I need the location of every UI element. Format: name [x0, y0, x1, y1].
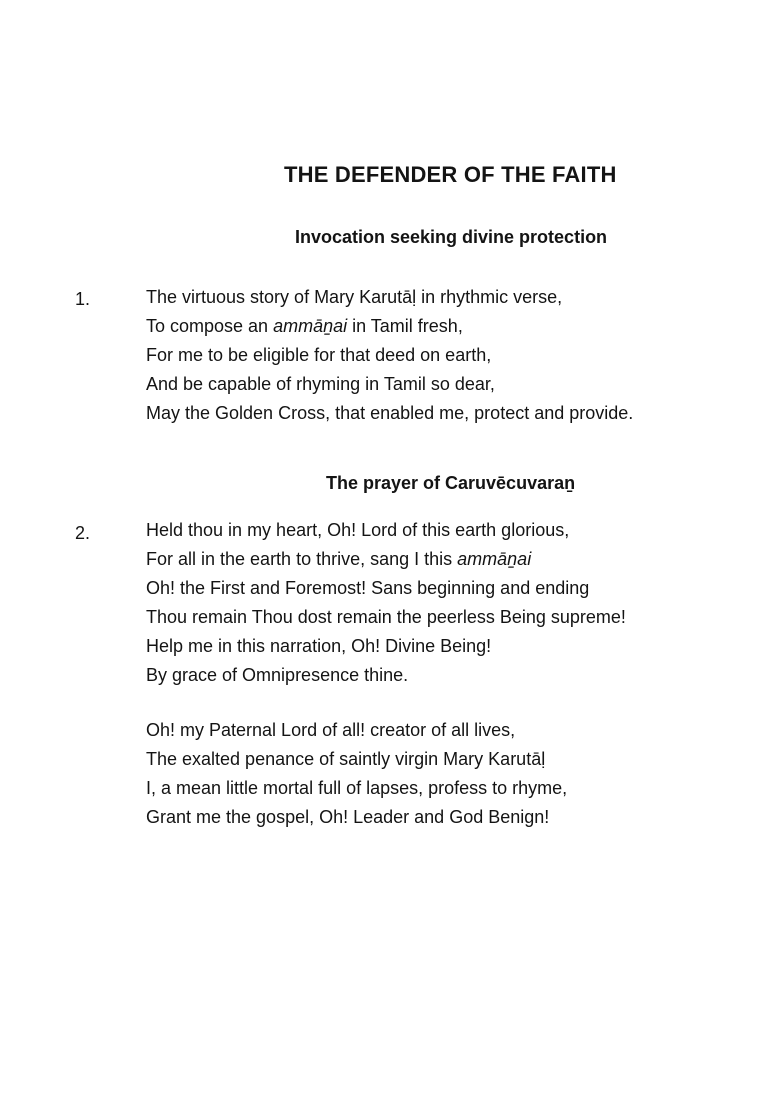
verse-line-part: in Tamil fresh,: [347, 316, 463, 336]
verse-line: Oh! the First and Foremost! Sans beginning and ending: [146, 578, 590, 598]
verse-line: Help me in this narration, Oh! Divine Being!: [146, 636, 492, 656]
verse-line-part: To compose an: [146, 316, 274, 336]
verse-2-stanza: [146, 516, 626, 690]
verse-2-stanza-continued: [146, 716, 567, 832]
verse-line: Held thou in my heart, Oh! Lord of this earth glorious,: [146, 520, 570, 540]
verse-line: Oh! my Paternal Lord of all! creator of all lives,: [146, 720, 516, 740]
verse-line: The exalted penance of saintly virgin Mary Karutāḷ: [146, 749, 546, 769]
tamil-term: ammāṉai: [457, 549, 532, 569]
verse-number-1: 1.: [75, 289, 91, 309]
verse-line-part: For all in the earth to thrive, sang I this: [146, 549, 458, 569]
verse-number-2: 2.: [75, 523, 91, 543]
verse-line: By grace of Omnipresence thine.: [146, 665, 409, 685]
verse-line: [146, 312, 633, 341]
verse-line: [146, 545, 626, 574]
verse-line: I, a mean little mortal full of lapses, profess to rhyme,: [146, 778, 568, 798]
tamil-term: ammāṉai: [273, 316, 348, 336]
verse-1-stanza: [146, 283, 633, 428]
verse-line: Grant me the gospel, Oh! Leader and God Benign!: [146, 807, 550, 827]
verse-line: And be capable of rhyming in Tamil so dear,: [146, 374, 495, 394]
verse-line: May the Golden Cross, that enabled me, protect and provide.: [146, 403, 634, 423]
verse-line: For me to be eligible for that deed on earth,: [146, 345, 492, 365]
page-title: THE DEFENDER OF THE FAITH: [284, 162, 617, 187]
section-heading-prayer: The prayer of Caruvēcuvaraṉ: [326, 473, 576, 493]
section-heading-invocation: Invocation seeking divine protection: [295, 227, 608, 247]
verse-line: The virtuous story of Mary Karutāḷ in rhythmic verse,: [146, 287, 563, 307]
verse-line: Thou remain Thou dost remain the peerless Being supreme!: [146, 607, 626, 627]
